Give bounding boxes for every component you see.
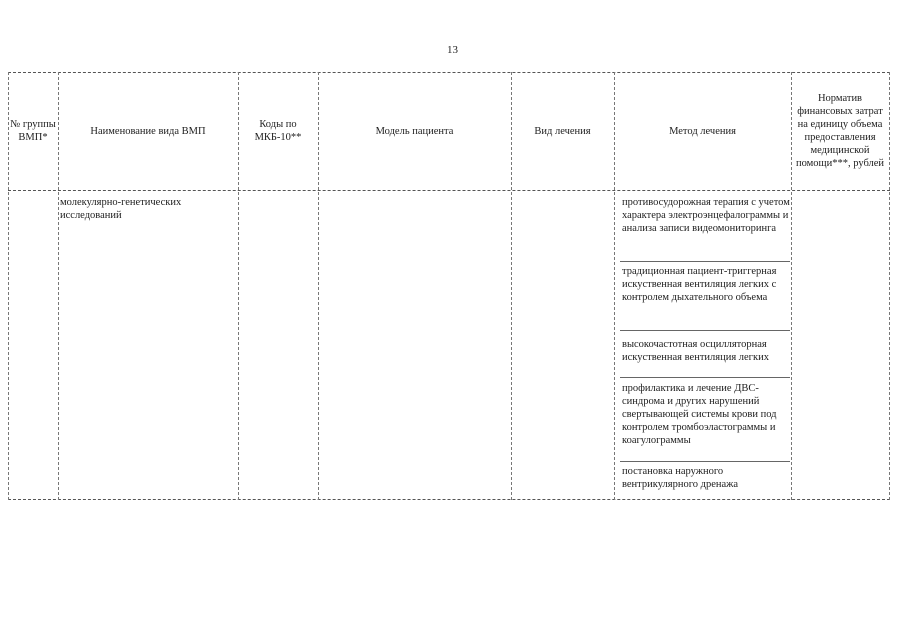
method-item: противосудорожная терапия с учетом характера электроэнцефалограммы и анализа записи видеомониторинга [620, 196, 790, 262]
table-bottom-border [8, 499, 890, 500]
column-divider [511, 72, 512, 500]
header-patient-model: Модель пациента [375, 125, 454, 137]
column-divider [238, 72, 239, 500]
header-vmp-name: Наименование вида ВМП [90, 125, 206, 137]
header-mkb-codes: Коды по МКБ-10** [254, 119, 302, 143]
column-divider [614, 72, 615, 500]
header-treatment-method: Метод лечения [669, 125, 736, 137]
header-group-number: № группы ВМП* [10, 119, 56, 143]
method-item: высокочастотная осцилляторная искуственная вентиляция легких [620, 338, 790, 378]
header-treatment-type: Вид лечения [534, 125, 591, 137]
column-divider [889, 72, 890, 500]
page-number: 13 [447, 44, 458, 56]
column-divider [8, 72, 9, 500]
method-item: профилактика и лечение ДВС-синдрома и других нарушений свертывающей системы крови под контролем тромбоэластограммы и коагулограммы [620, 382, 790, 462]
column-divider [58, 72, 59, 500]
column-divider [318, 72, 319, 500]
vmp-name-cell: молекулярно-генетических исследований [60, 197, 182, 221]
header-cost-standard: Норматив финансовых затрат на единицу объема предоставления медицинской помощи***, рублей [795, 93, 885, 169]
method-item: традиционная пациент-триггерная искуственная вентиляция легких с контролем дыхательного объема [620, 265, 790, 331]
medical-table [8, 72, 890, 500]
method-item: постановка наружного вентрикулярного дренажа [622, 466, 739, 490]
header-bottom-border [8, 190, 890, 191]
column-divider [791, 72, 792, 500]
